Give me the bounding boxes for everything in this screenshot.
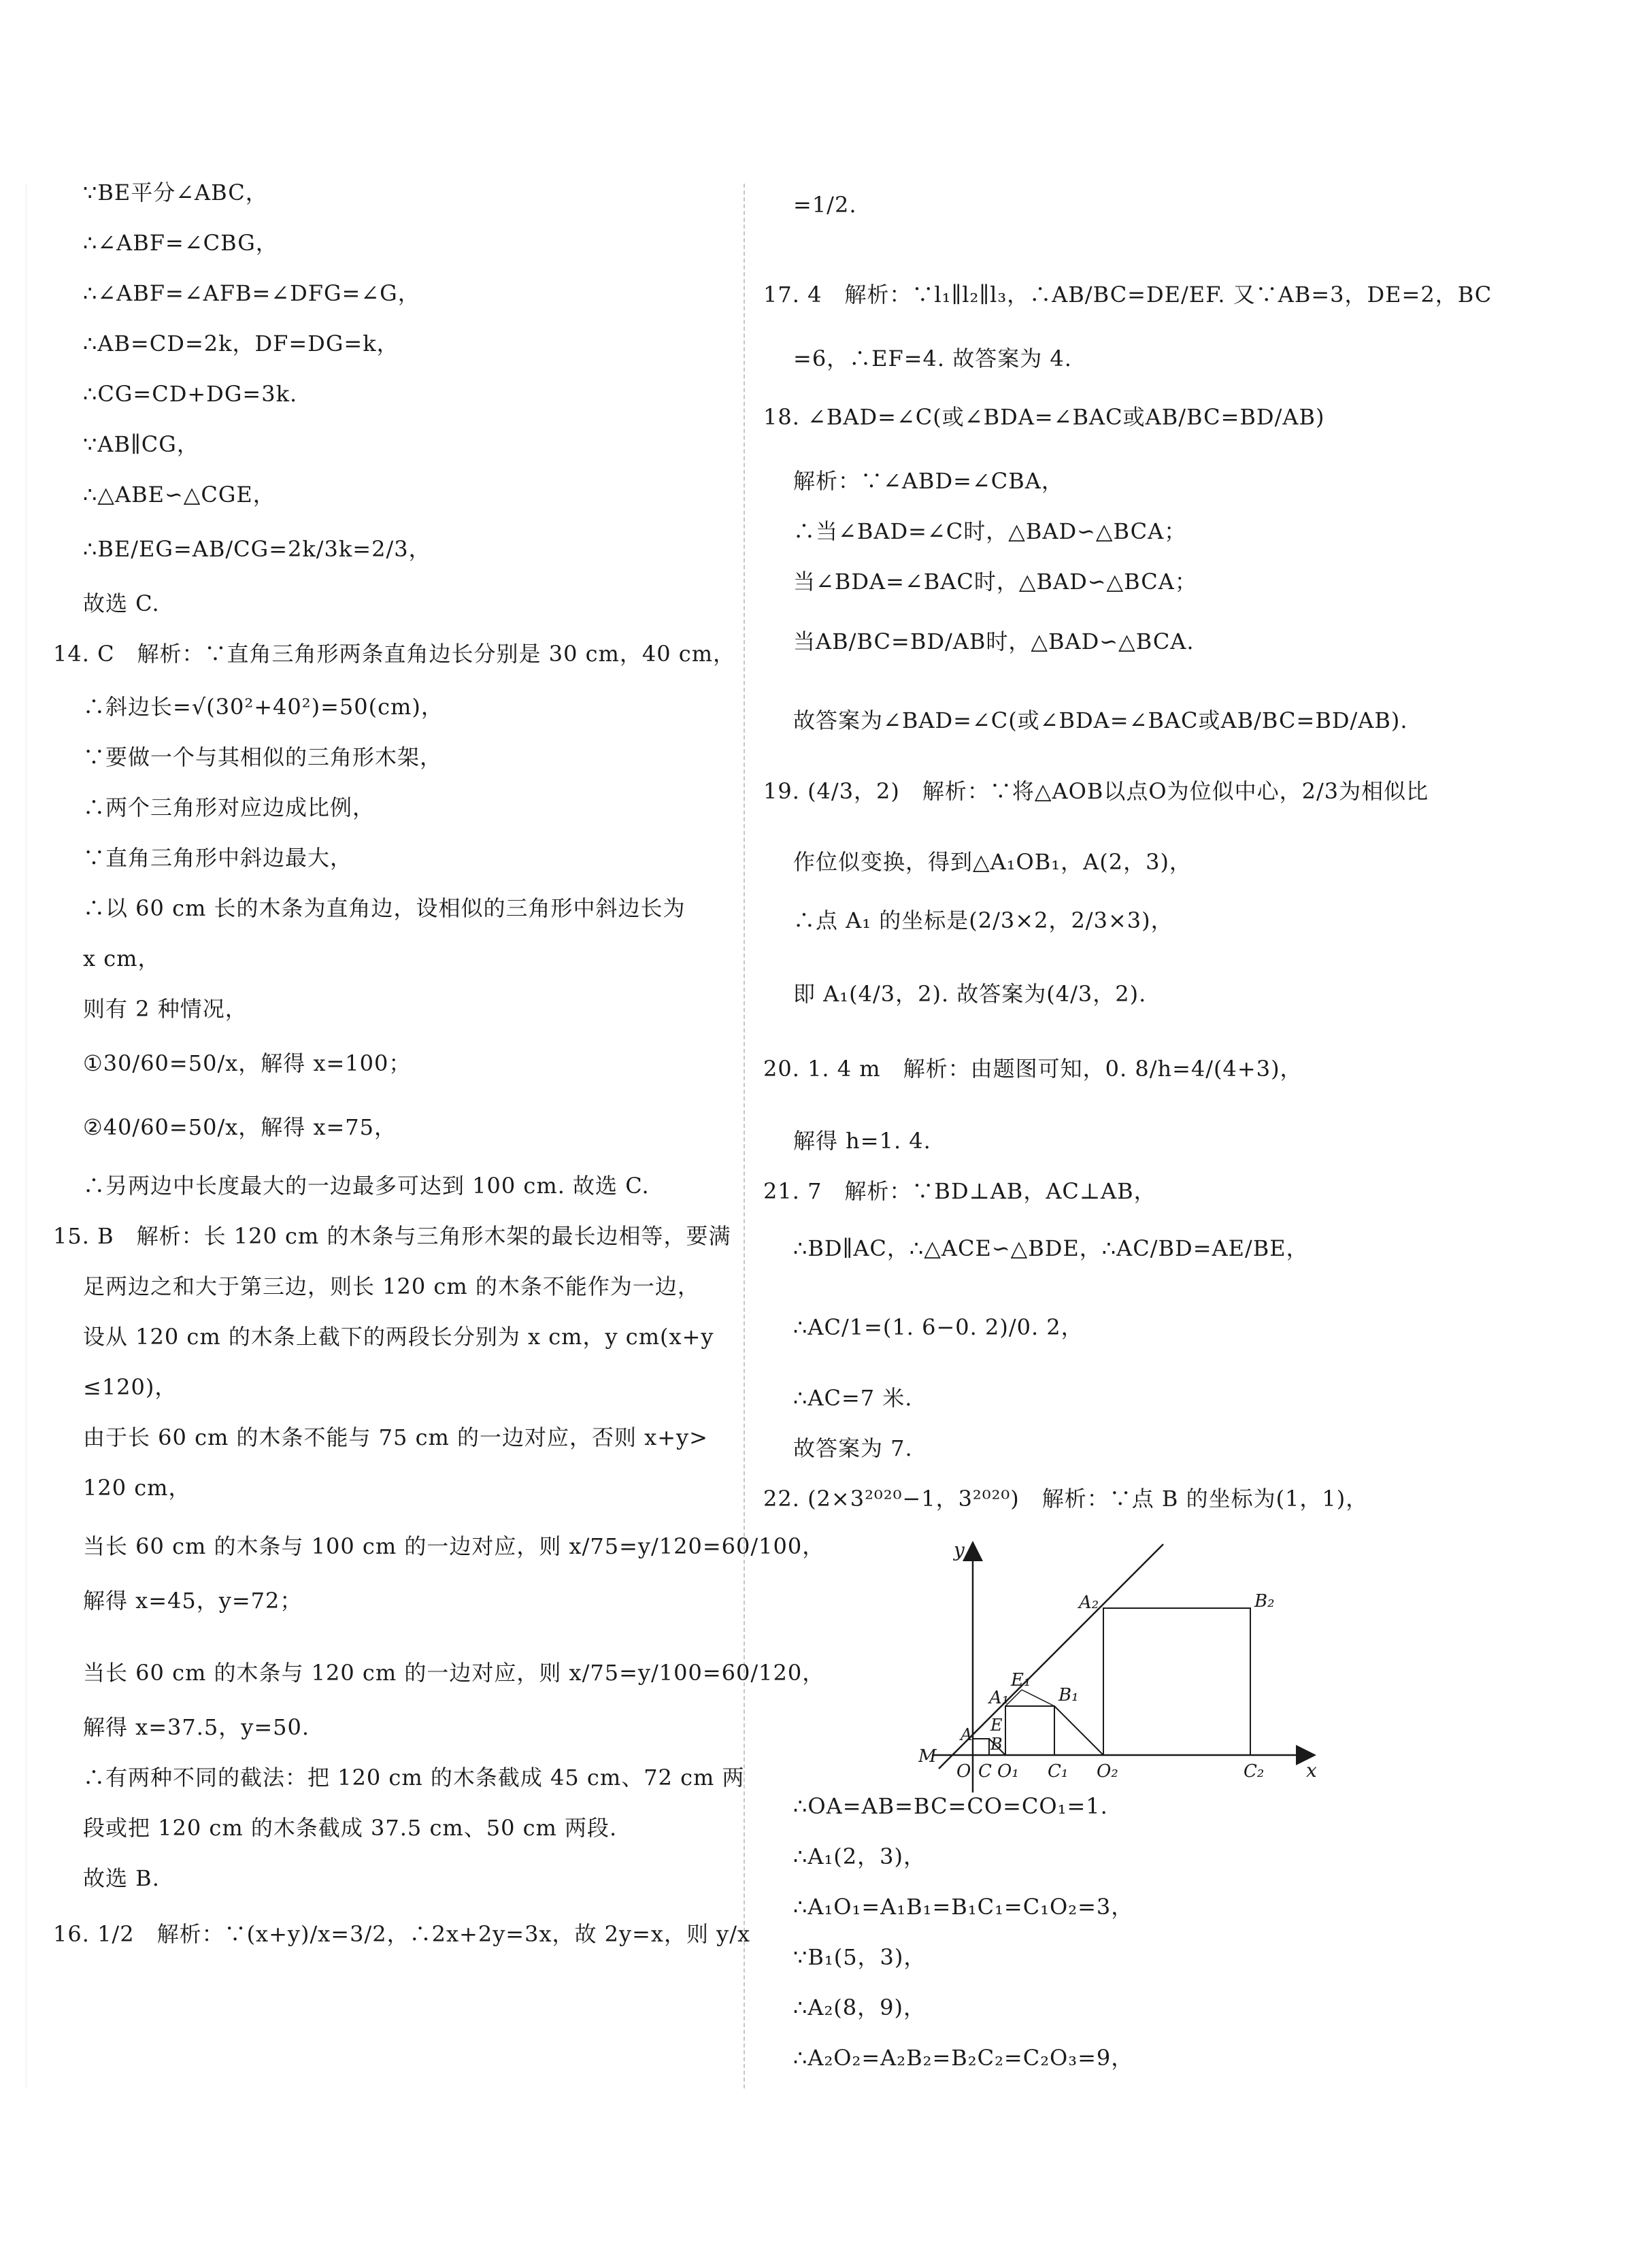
binding-margin-line [26, 184, 27, 2088]
label-b: B [990, 1735, 1003, 1754]
text-line: 当∠BDA=∠BAC时，△BAD∽△BCA； [793, 569, 1197, 595]
label-a1: A₁ [989, 1688, 1010, 1708]
label-a2: A₂ [1079, 1592, 1099, 1613]
text-line: ∴BE/EG=AB/CG=2k/3k=2/3， [83, 536, 431, 562]
label-o2: O₂ [1097, 1761, 1118, 1782]
text-line: 即 A₁(4/3，2). 故答案为(4/3，2). [793, 981, 1147, 1007]
text-line: ∴AB=CD=2k，DF=DG=k， [83, 331, 399, 356]
text-line: ∴两个三角形对应边成比例， [83, 795, 376, 820]
question-21: 21. 7 解析：∵BD⊥AB，AC⊥AB， [763, 1178, 1156, 1204]
text-line: ∴A₂O₂=A₂B₂=B₂C₂=C₂O₃=9， [793, 2045, 1134, 2071]
text-line: ∴点 A₁ 的坐标是(2/3×2，2/3×3)， [793, 907, 1173, 933]
segment-b1-o2 [1054, 1706, 1103, 1755]
column-divider [744, 184, 745, 2088]
text-line: ∴当∠BAD=∠C时，△BAD∽△BCA； [793, 518, 1187, 544]
text-line: ∴△ABE∽△CGE， [83, 482, 276, 507]
label-c1: C₁ [1048, 1761, 1069, 1782]
text-line: 段或把 120 cm 的木条截成 37.5 cm、50 cm 两段. [83, 1815, 618, 1841]
question-19: 19. (4/3，2) 解析：∵将△AOB以点O为位似中心，2/3为相似比 [763, 778, 1429, 804]
label-e: E [990, 1716, 1003, 1735]
text-line: ∵要做一个与其相似的三角形木架， [83, 744, 443, 770]
label-o1: O₁ [997, 1761, 1019, 1782]
label-a: A [961, 1725, 973, 1744]
text-line: 故选 B. [83, 1865, 160, 1891]
text-line: 当AB/BC=BD/AB时，△BAD∽△BCA. [793, 629, 1195, 654]
text-line: 当长 60 cm 的木条与 120 cm 的一边对应，则 x/75=y/100=60/120， [83, 1660, 825, 1686]
text-line: ∵直角三角形中斜边最大， [83, 845, 353, 871]
text-line: ∵B₁(5，3)， [793, 1944, 927, 1970]
label-x: x [1306, 1759, 1317, 1782]
text-line: 故选 C. [83, 590, 160, 616]
label-y: y [954, 1539, 965, 1561]
text-line: 解得 x=45，y=72； [83, 1588, 303, 1614]
text-line: ∴A₁(2，3)， [793, 1844, 926, 1869]
text-line: ∴CG=CD+DG=3k. [83, 381, 298, 407]
text-line: ∴A₂(8，9)， [793, 1995, 926, 2020]
label-c: C [978, 1761, 992, 1782]
similar-squares-figure [918, 1524, 1340, 1810]
text-line: ∵AB∥CG， [83, 431, 199, 457]
label-e1: E₁ [1011, 1670, 1031, 1690]
text-line: 设从 120 cm 的木条上截下的两段长分别为 x cm，y cm(x+y [83, 1324, 714, 1350]
text-line: ∴OA=AB=BC=CO=CO₁=1. [793, 1793, 1108, 1819]
text-line: 故答案为∠BAD=∠C(或∠BDA=∠BAC或AB/BC=BD/AB). [793, 707, 1408, 733]
text-line: ∴以 60 cm 长的木条为直角边，设相似的三角形中斜边长为 [83, 895, 686, 921]
text-line: 由于长 60 cm 的木条不能与 75 cm 的一边对应，否则 x+y> [83, 1424, 708, 1450]
text-line: ∴有两种不同的截法：把 120 cm 的木条截成 45 cm、72 cm 两 [83, 1765, 745, 1790]
text-line: ∴A₁O₁=A₁B₁=B₁C₁=C₁O₂=3， [793, 1894, 1134, 1920]
text-line: ≤120)， [83, 1374, 178, 1400]
square-a2b2c2o2 [1103, 1608, 1250, 1755]
text-line: 解得 x=37.5，y=50. [83, 1714, 310, 1740]
text-line: ②40/60=50/x，解得 x=75， [83, 1114, 397, 1140]
text-line: ①30/60=50/x，解得 x=100； [83, 1050, 412, 1076]
segment-e1-o2 [1022, 1690, 1054, 1706]
label-b1: B₁ [1058, 1685, 1079, 1705]
text-line: 则有 2 种情况， [83, 996, 248, 1022]
text-line: 解析：∵∠ABD=∠CBA， [793, 468, 1064, 494]
text-line: x cm， [83, 946, 161, 971]
text-line: 当长 60 cm 的木条与 100 cm 的一边对应，则 x/75=y/120=60/100， [83, 1533, 825, 1559]
text-line: 故答案为 7. [793, 1435, 913, 1461]
label-m: M [918, 1746, 937, 1767]
square-a1b1c1o1 [1005, 1706, 1054, 1755]
text-line: 120 cm， [83, 1475, 191, 1501]
question-15: 15. B 解析：长 120 cm 的木条与三角形木架的最长边相等，要满 [53, 1223, 731, 1249]
square-oabc [973, 1739, 989, 1755]
text-line: ∵BE平分∠ABC， [83, 180, 268, 205]
question-17: 17. 4 解析：∵l₁∥l₂∥l₃，∴AB/BC=DE/EF. 又∵AB=3，DE=2，BC [763, 282, 1492, 307]
label-c2: C₂ [1244, 1761, 1265, 1782]
text-line: =1/2. [793, 192, 857, 218]
text-line: 解得 h=1. 4. [793, 1128, 931, 1154]
question-14: 14. C 解析：∵直角三角形两条直角边长分别是 30 cm，40 cm， [53, 641, 736, 667]
text-line: ∴BD∥AC，∴△ACE∽△BDE，∴AC/BD=AE/BE， [793, 1235, 1309, 1261]
text-line: 作位似变换，得到△A₁OB₁，A(2，3)， [793, 849, 1192, 875]
question-22: 22. (2×3²⁰²⁰−1，3²⁰²⁰) 解析：∵点 B 的坐标为(1，1)， [763, 1486, 1369, 1512]
text-line: ∴∠ABF=∠AFB=∠DFG=∠G， [83, 280, 420, 306]
text-line: ∴AC=7 米. [793, 1385, 913, 1411]
text-line: ∴AC/1=(1. 6−0. 2)/0. 2， [793, 1314, 1084, 1340]
text-line: =6，∴EF=4. 故答案为 4. [793, 346, 1072, 371]
text-line: ∴∠ABF=∠CBG， [83, 230, 278, 256]
question-18: 18. ∠BAD=∠C(或∠BDA=∠BAC或AB/BC=BD/AB) [763, 404, 1325, 430]
text-line: 足两边之和大于第三边，则长 120 cm 的木条不能作为一边， [83, 1273, 700, 1299]
question-16: 16. 1/2 解析：∵(x+y)/x=3/2，∴2x+2y=3x，故 2y=x，则 y/x [53, 1921, 751, 1947]
text-line: ∴另两边中长度最大的一边最多可达到 100 cm. 故选 C. [83, 1173, 650, 1199]
label-b2: B₂ [1254, 1591, 1275, 1612]
text-line: ∴斜边长=√(30²+40²)=50(cm)， [83, 694, 444, 720]
question-20: 20. 1. 4 m 解析：由题图可知，0. 8/h=4/(4+3)， [763, 1056, 1303, 1082]
label-o: O [956, 1761, 971, 1782]
